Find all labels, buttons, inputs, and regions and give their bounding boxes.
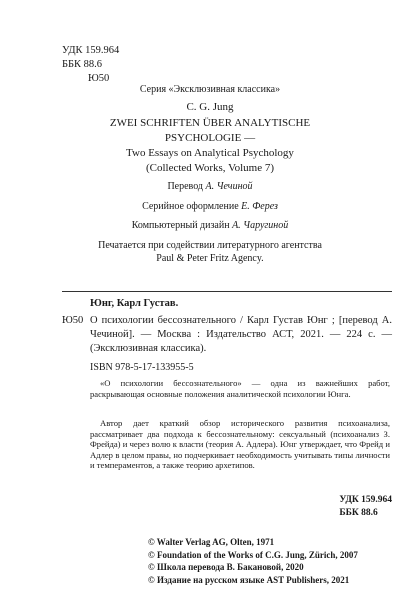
copyright-block xyxy=(148,536,358,586)
agency-line: Paul & Peter Fritz Agency. xyxy=(156,253,264,264)
copyright-line: © Walter Verlag AG, Olten, 1971 xyxy=(148,537,275,547)
agency-notice xyxy=(40,239,380,265)
title-line: PSYCHOLOGIE — xyxy=(164,132,256,144)
title-line: ZWEI SCHRIFTEN ÜBER ANALYTISCHE xyxy=(109,117,311,129)
udk-code: УДК 159.964 xyxy=(62,45,120,56)
bbk-code: ББК 88.6 xyxy=(339,508,378,518)
title-line: Two Essays on Analytical Psychology xyxy=(126,147,294,159)
divider xyxy=(62,291,392,292)
udk-code: УДК 159.964 xyxy=(339,495,392,505)
original-title xyxy=(40,116,380,176)
annotation-text: «О психологии бессознательного» — одна из важнейших работ, раскрывающая основные положения аналитической психологии Юнга. xyxy=(90,378,390,399)
series-design-credit xyxy=(40,201,380,212)
original-author: C. G. Jung xyxy=(186,101,234,113)
computer-design-credit xyxy=(40,220,380,231)
translation-credit xyxy=(40,181,380,192)
bottom-classification-codes xyxy=(339,494,392,520)
annotation-paragraph xyxy=(90,418,390,471)
copyright-line: © Издание на русском языке AST Publishers, 2021 xyxy=(148,574,350,585)
title-line: (Collected Works, Volume 7) xyxy=(145,162,275,174)
translation-label: Перевод xyxy=(167,181,203,192)
isbn: ISBN 978-5-17-133955-5 xyxy=(90,362,194,373)
biblio-record xyxy=(62,314,392,356)
copyright-line: © Школа перевода В. Бакановой, 2020 xyxy=(148,562,304,572)
bbk-code: ББК 88.6 xyxy=(62,59,103,70)
author-sign: Ю50 xyxy=(88,73,110,84)
biblio-heading: Юнг, Карл Густав. xyxy=(90,298,179,309)
biblio-entry: О психологии бессознательного / Карл Густав Юнг ; [перевод А. Чечиной]. — Москва : Издательство АСТ, 2021. — 224 с. — (Эксклюзивная классика). xyxy=(90,315,392,354)
translator-name: А. Чечиной xyxy=(205,181,253,192)
computer-design-label: Компьютерный дизайн xyxy=(131,220,230,231)
computer-designer-name: А. Чаругиной xyxy=(232,220,289,231)
classification-codes xyxy=(62,44,119,86)
biblio-code: Ю50 xyxy=(62,315,84,326)
copyright-line: © Foundation of the Works of C.G. Jung, Zürich, 2007 xyxy=(148,549,358,560)
annotation-text: Автор дает краткий обзор исторического развития психоанализа, рассматривает два подхода к бессознательному: сексуальный (психоанализ З. Фрейда) и через волю к власти (теория А. Адлера). Юнг утверждает, что Фрейд и Адлер в целом правы, но подчеркивает необходимость учитывать типы личности и темпераментов, а также теорию архетипов. xyxy=(90,418,390,471)
series-designer-name: Е. Ферез xyxy=(241,201,278,212)
annotation-paragraph xyxy=(90,378,390,399)
series-design-label: Серийное оформление xyxy=(142,201,239,212)
agency-line: Печатается при содействии литературного агентства xyxy=(98,240,322,251)
series-line: Серия «Эксклюзивная классика» xyxy=(139,84,281,95)
